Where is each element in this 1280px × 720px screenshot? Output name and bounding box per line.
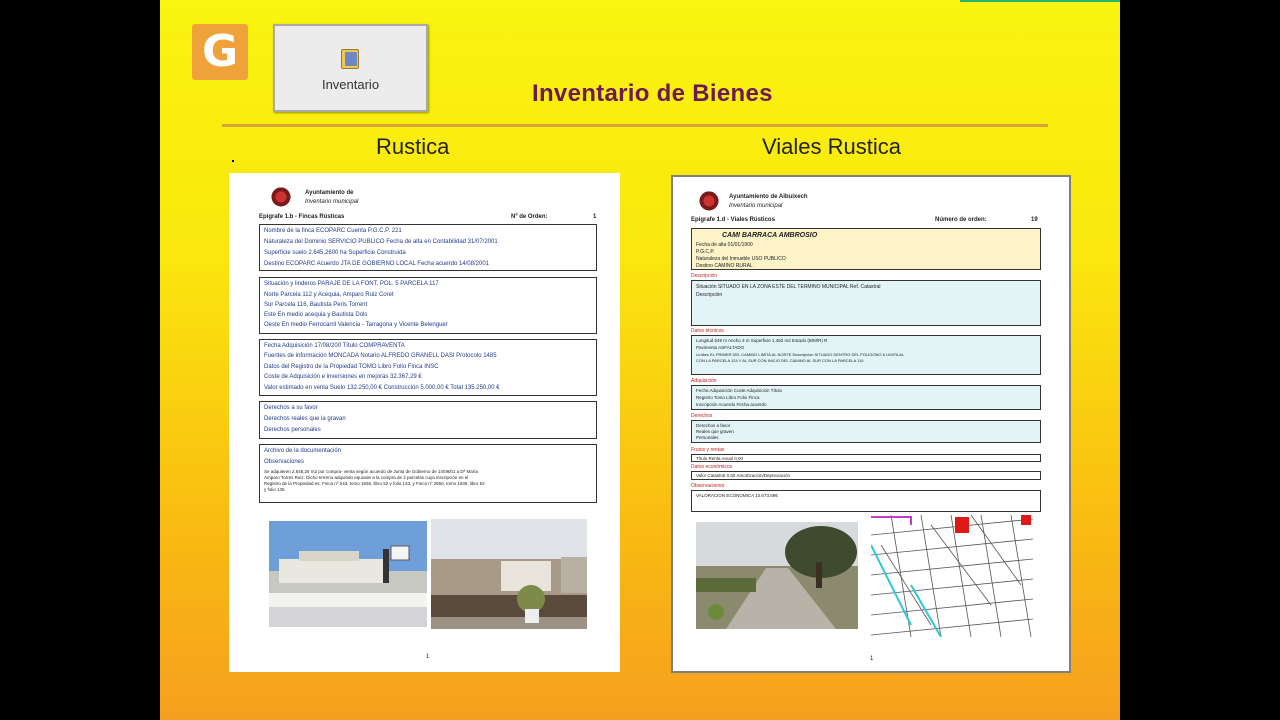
doc2-line: VALORACION ECONOMICA 10.673,58€: [696, 493, 778, 498]
doc2-h-obs: Observaciones: [691, 483, 725, 489]
doc2-line: Longitud 549 m Ancho 3 m Superficie 1.452 m2 Estado (B/M/R) R: [696, 338, 828, 343]
doc1-line: Nombre de la finca ECOPARC Cuenta P.G.C.P. 221: [264, 228, 402, 234]
doc2-orden: 19: [1031, 217, 1038, 223]
doc1-box-observaciones: [259, 444, 597, 503]
inventario-button[interactable]: [273, 24, 428, 112]
doc2-line: Pavimento ASFALTADO: [696, 345, 745, 350]
doc1-line: Situación y linderos PARAJE DE LA FONT. POL. 5 PARCELA 117: [264, 281, 439, 287]
doc1-line: Derechos a su favor: [264, 405, 318, 411]
doc1-line: Datos del Registro de la Propiedad TOMO Libro Folio Finca INSC: [264, 364, 439, 370]
document-viales: [671, 175, 1071, 673]
doc1-line: Coste de Adquisición e inversiones en mejoras 32.367,29 €: [264, 374, 422, 380]
doc2-h-der: Derechos: [691, 413, 713, 419]
doc2-box-derechos: [691, 420, 1041, 443]
doc2-h-datos: Datos técnicos: [691, 328, 724, 334]
doc1-line: Observaciones: [264, 459, 305, 465]
coat-of-arms-icon: [699, 191, 719, 213]
doc2-line: Fecha Adquisición Coste Adquisición Título: [696, 388, 782, 393]
section-title-rustica: Rustica: [376, 134, 450, 159]
g-logo-icon: G: [192, 24, 248, 80]
doc1-box-general: [259, 224, 597, 271]
doc1-line: Norte Parcela 112 y Acequia, Amparo Ruiz Coret: [264, 292, 394, 298]
doc2-line: Derechos a favor: [696, 423, 731, 428]
doc2-line: Situación SITUADO EN LA ZONA ESTE DEL TERMINO MUNICIPAL Ref. Catastral: [696, 284, 881, 290]
doc2-box-obs: [691, 490, 1041, 512]
doc1-sub: Inventario municipal: [305, 199, 359, 205]
doc2-box-general: [691, 228, 1041, 270]
doc2-line: Registro Tomo Libro Folio Finca: [696, 395, 760, 400]
dot-mark: [232, 160, 234, 162]
doc2-line: Fecha de alta 01/01/1900: [696, 242, 753, 248]
doc1-orden-label: Nº de Orden:: [511, 214, 548, 220]
doc2-line: P.G.C.P.: [696, 249, 715, 255]
doc1-line: Destino ECOPARC Acuerdo JTA DE GOBIERNO LOCAL Fecha acuerdo 14/08/2001: [264, 261, 489, 267]
doc1-org: Ayuntamiento de: [305, 190, 354, 196]
doc2-line: Naturaleza del Inmueble USO PUBLICO: [696, 256, 786, 262]
doc2-line: Reales que graven: [696, 429, 734, 434]
doc2-line: CON LA PARCELA 124 Y AL SUR CON INICIO DEL CAMINO AL SUR CON LA PARCELA 110: [696, 358, 864, 363]
photo-camino: [696, 522, 858, 629]
doc2-nombre: CAMI BARRACA AMBROSIO: [722, 232, 818, 239]
doc1-orden: 1: [593, 214, 597, 220]
section-title-viales: Viales Rustica: [762, 134, 901, 159]
doc1-line: Superficie suelo 2.645,2600 ha Superficie Construida: [264, 250, 406, 256]
doc2-org: Ayuntamiento de Albuixech: [729, 194, 808, 200]
doc2-h-adq: Adquisición: [691, 378, 717, 384]
doc2-box-adquisicion: [691, 385, 1041, 410]
doc2-orden-label: Número de orden:: [935, 217, 987, 223]
doc1-line: Fuentes de información MONCADA Notario ALFREDO GRANELL DASI Protocolo 1485: [264, 353, 497, 359]
doc1-line: Sur Parcela 116, Bautista Peris Torrent: [264, 302, 368, 308]
doc2-line: Destino CAMINO RURAL: [696, 263, 753, 269]
doc1-line: Valor estimado en venta Suelo 132.250,00 € Construcción 5.000,00 € Total 135.250,00 €: [264, 385, 500, 391]
doc1-line: Naturaleza del Dominio SERVICIO PUBLICO Fecha de alta en Contabilidad 31/07/2001: [264, 239, 498, 245]
doc2-epigrafe: Epígrafe 1.d - Viales Rústicos: [691, 217, 775, 223]
map-cadastral: [871, 515, 1033, 637]
document-rustica: [229, 173, 620, 672]
doc2-line: Personales: [696, 435, 719, 440]
doc1-box-adquisicion: [259, 339, 597, 396]
doc2-box-frutos: [691, 454, 1041, 462]
doc2-line: Descripción: [696, 292, 723, 298]
top-accent-line: [960, 0, 1120, 2]
doc1-box-situacion: [259, 277, 597, 334]
doc2-h-econ: Datos económicos: [691, 464, 733, 470]
documents-icon-back: [345, 52, 357, 66]
doc1-epigrafe: Epígrafe 1.b - Fincas Rústicas: [259, 214, 345, 220]
doc2-box-descripcion: [691, 280, 1041, 326]
doc1-page-number: 1: [426, 654, 430, 660]
doc1-line: Este En medio acequia y Bautista Dols: [264, 312, 368, 318]
page-title: Inventario de Bienes: [532, 80, 773, 107]
doc1-line: y folio 135.: [264, 487, 286, 492]
doc2-sub: Inventario municipal: [729, 203, 783, 209]
doc2-h-desc: Descripción: [691, 273, 718, 279]
doc1-line: Fecha Adquisición 17/08/200 Título COMPRAVENTA: [264, 343, 405, 349]
title-divider: [222, 124, 1048, 127]
doc1-line: Se adquieren 2.645,26 m2 por compra- venta según acuerdo de Junta de Gobierno de 14/08/01 a Dª María: [264, 469, 479, 474]
doc2-box-econ: [691, 471, 1041, 480]
doc2-page-number: 1: [870, 656, 874, 662]
doc2-line: Valor Catastral 0,00 Amortización/Depreciación: [696, 473, 790, 478]
photo-ecoparc: [269, 521, 427, 627]
slide: [160, 0, 1120, 720]
coat-of-arms-icon: [271, 187, 291, 209]
doc1-line: Oeste En medio Ferrocarril Valencia - Tarragona y Vicente Belenguer: [264, 322, 448, 328]
doc1-line: Derechos reales que la gravan: [264, 416, 346, 422]
doc1-line: Derechos personales: [264, 427, 321, 433]
doc2-h-frutos: Frutos y rentas: [691, 447, 725, 453]
doc1-line: Archivo de la documentación: [264, 448, 342, 454]
doc1-box-derechos: [259, 401, 597, 439]
doc1-line: Amparo Torres Ruiz. Dicho terreno adquirido equivale a la compra de 2 parcelas cuya inscripción en el: [264, 475, 469, 480]
doc1-line: Registro de la Propiedad es: Finca nº 243, tomo 1936, libro 52 y folio 133, y Finca nº 2660, tomo 1936, libro 52: [264, 481, 485, 486]
photo-parcela: [431, 519, 587, 629]
inventario-button-label: Inventario: [321, 77, 380, 92]
doc2-line: Título Renta Anual 0,00: [696, 456, 744, 461]
doc2-box-datos: [691, 335, 1041, 375]
doc2-line: Inscripción Acuerdo Fecha acuerdo: [696, 402, 767, 407]
doc2-line: Límites EL PRIMER DEL CAMINO LIMITA AL NORTE Descripción SITUADO DENTRO DEL POLIGONO 6 LIMITA AL: [696, 352, 905, 357]
